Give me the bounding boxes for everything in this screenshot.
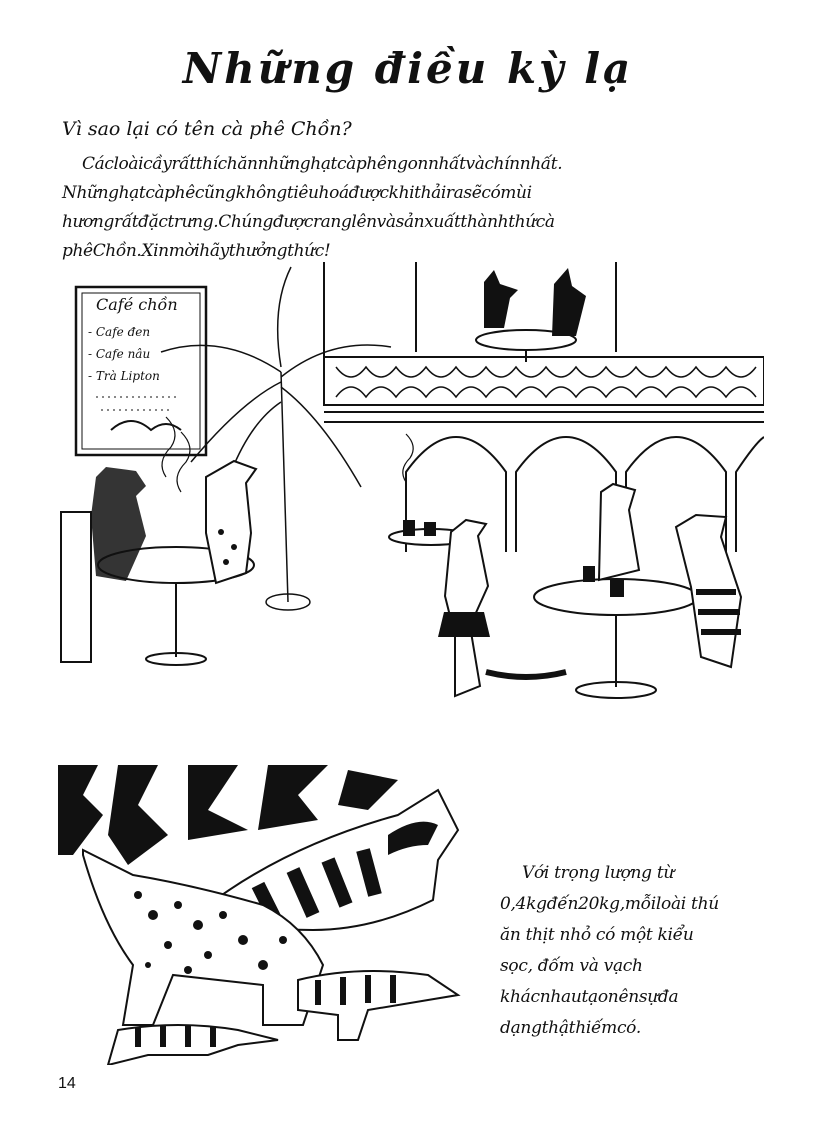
right-civets: [599, 484, 741, 667]
waiter-civet: [389, 520, 566, 696]
right-table: [534, 567, 698, 698]
menu-item: - Cafe đen: [88, 325, 151, 339]
page-number: 14: [58, 1075, 76, 1092]
menu-item: - Cafe nâu: [88, 347, 151, 361]
menu-board: [76, 287, 206, 455]
menu-item: - Trà Lipton: [88, 369, 160, 383]
side-paragraph: Với trọng lượng từ 0,4kgđến20kg,mỗiloài thú ăn thịt nhỏ có một kiểu sọc, đốm và vạch khácnhautạonênsựđa dạngthậthiếmcó.: [500, 863, 719, 1038]
cafe-illustration: [56, 262, 764, 742]
section-question: Vì sao lại có tên cà phê Chồn?: [62, 118, 352, 140]
page-title: Những điều kỳ lạ: [182, 44, 634, 93]
intro-paragraph: Cácloàicầyrấtthíchănnhữnghạtcàphêngonnhấtvàchínnhất. Nhữnghạtcàphêcũngkhôngtiêuhoáđượckhithảirasẽcómùi hươngrấtđặctrưng.Chúngđượcranglênvàsảnxuấtthànhthứcà phêChồn.Xinmờihãythưởngthức!: [62, 154, 563, 261]
civets-illustration: [58, 765, 488, 1065]
balustrade: [336, 367, 756, 397]
menu-title: Café chồn: [96, 295, 178, 314]
